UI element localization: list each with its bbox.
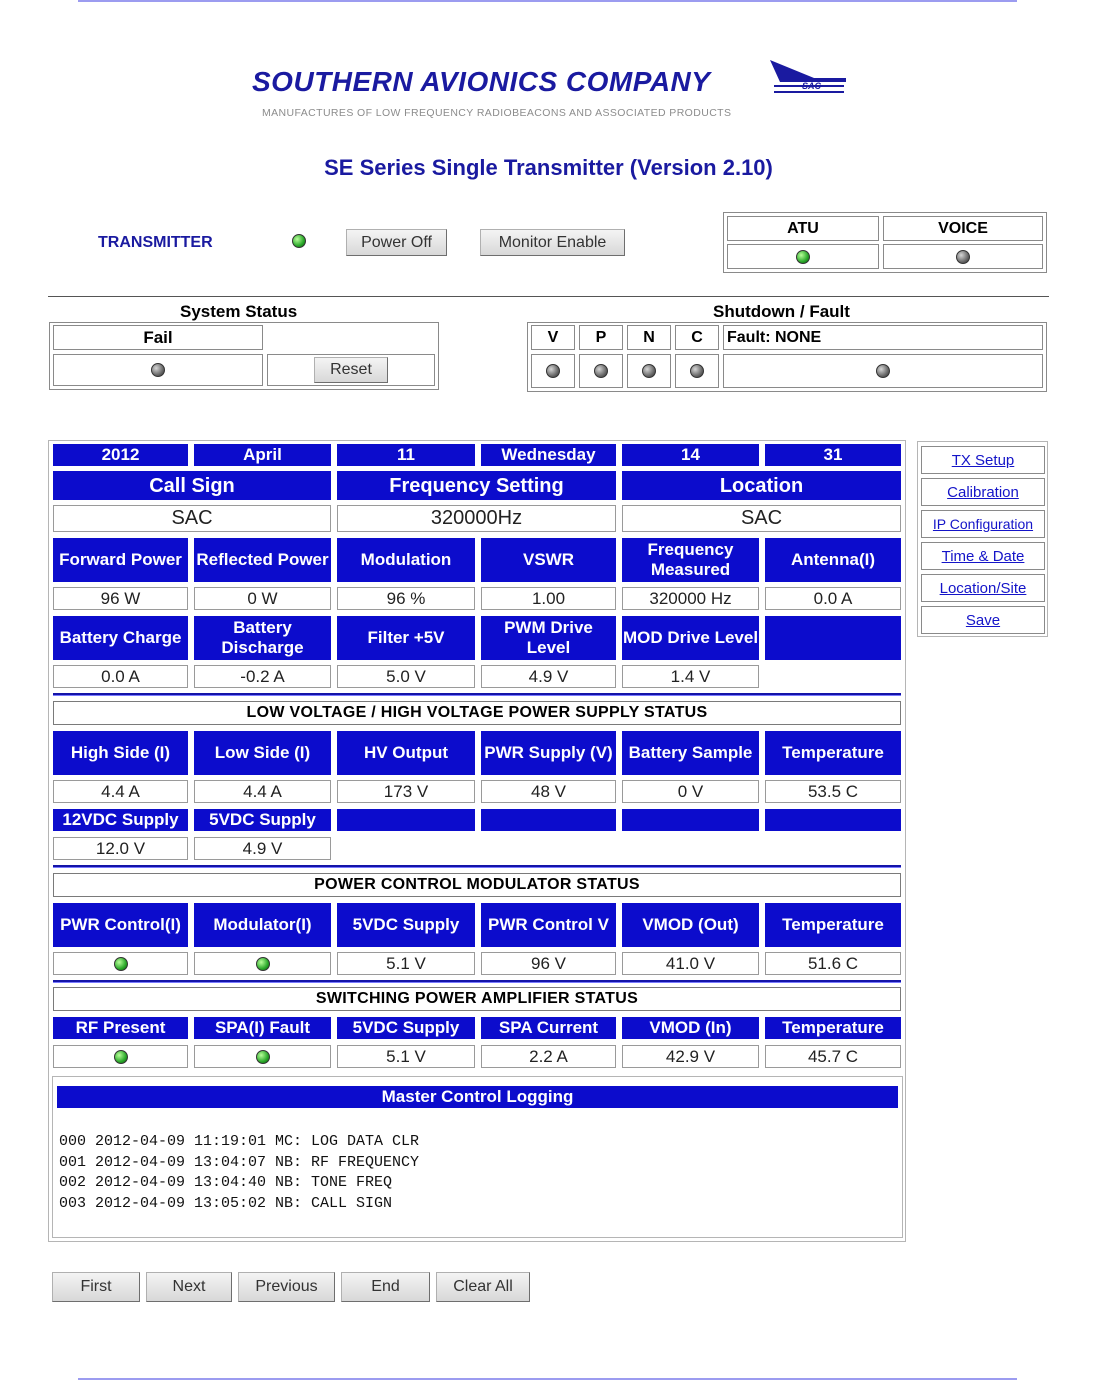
spa-5vdc-supply-value: 5.1 V	[337, 1045, 475, 1068]
rf-present-led	[114, 1050, 128, 1064]
reflected-power-header: Reflected Power	[194, 538, 331, 582]
shutdown-c-status	[675, 354, 719, 388]
low-side-current-header: Low Side (I)	[194, 731, 331, 775]
ip-configuration-link[interactable]: IP Configuration	[921, 510, 1045, 538]
vmod-out-value: 41.0 V	[622, 952, 759, 975]
atu-status	[727, 244, 879, 269]
fault-led	[876, 364, 890, 378]
spa-section-title: SWITCHING POWER AMPLIFIER STATUS	[53, 987, 901, 1011]
pcm-5vdc-supply-value: 5.1 V	[337, 952, 475, 975]
pwm-drive-level-header: PWM Drive Level	[481, 616, 616, 660]
filter-5v-value: 5.0 V	[337, 665, 475, 688]
log-line: 003 2012-04-09 13:05:02 NB: CALL SIGN	[59, 1194, 393, 1212]
atu-label: ATU	[727, 216, 879, 241]
empty-header	[337, 809, 475, 831]
log-first-button[interactable]: First	[52, 1272, 140, 1302]
date-minute: 31	[765, 444, 901, 466]
frequency-setting-header: Frequency Setting	[337, 471, 616, 500]
spa-current-header: SPA Current	[481, 1017, 616, 1039]
rf-present-header: RF Present	[53, 1017, 188, 1039]
vswr-value: 1.00	[481, 587, 616, 610]
log-line: 001 2012-04-09 13:04:07 NB: RF FREQUENCY	[59, 1153, 420, 1171]
power-off-button[interactable]: Power Off	[346, 229, 447, 256]
date-weekday: Wednesday	[481, 444, 616, 466]
pwr-supply-voltage-value: 48 V	[481, 780, 616, 803]
fail-label: Fail	[53, 325, 263, 350]
save-link[interactable]: Save	[921, 606, 1045, 634]
battery-discharge-value: -0.2 A	[194, 665, 331, 688]
high-side-current-value: 4.4 A	[53, 780, 188, 803]
frequency-measured-value: 320000 Hz	[622, 587, 759, 610]
mod-drive-level-header: MOD Drive Level	[622, 616, 759, 660]
call-sign-header: Call Sign	[53, 471, 331, 500]
location-value: SAC	[622, 505, 901, 532]
shutdown-n-label: N	[627, 325, 671, 350]
pcm-temperature-header: Temperature	[765, 903, 901, 947]
battery-charge-header: Battery Charge	[53, 616, 188, 660]
date-day: 11	[337, 444, 475, 466]
date-month: April	[194, 444, 331, 466]
section-divider	[53, 693, 901, 696]
transmitter-label: TRANSMITTER	[98, 234, 213, 251]
monitor-enable-button[interactable]: Monitor Enable	[480, 229, 625, 256]
shutdown-v-label: V	[531, 325, 575, 350]
log-next-button[interactable]: Next	[146, 1272, 232, 1302]
shutdown-p-status	[579, 354, 623, 388]
bottom-divider	[78, 1378, 1017, 1380]
page-title: SE Series Single Transmitter (Version 2.10)	[324, 155, 773, 180]
company-logo	[764, 56, 848, 96]
modulator-current-led	[256, 957, 270, 971]
pwr-control-current-header: PWR Control(I)	[53, 903, 188, 947]
spa-current-value: 2.2 A	[481, 1045, 616, 1068]
battery-sample-header: Battery Sample	[622, 731, 759, 775]
frequency-setting-value: 320000Hz	[337, 505, 616, 532]
modulation-value: 96 %	[337, 587, 475, 610]
voice-led	[956, 250, 970, 264]
high-side-current-header: High Side (I)	[53, 731, 188, 775]
log-previous-button[interactable]: Previous	[238, 1272, 335, 1302]
transmitter-status-led	[292, 234, 306, 248]
mod-drive-level-value: 1.4 V	[622, 665, 759, 688]
shutdown-c-label: C	[675, 325, 719, 350]
pcm-temperature-value: 51.6 C	[765, 952, 901, 975]
spa-temperature-header: Temperature	[765, 1017, 901, 1039]
status-divider	[48, 296, 1049, 297]
spa-current-fault-header: SPA(I) Fault	[194, 1017, 331, 1039]
empty-header	[481, 809, 616, 831]
log-line: 002 2012-04-09 13:04:40 NB: TONE FREQ	[59, 1174, 393, 1191]
reset-button[interactable]: Reset	[314, 357, 388, 383]
modulator-current-status	[194, 952, 331, 975]
call-sign-value: SAC	[53, 505, 331, 532]
frequency-measured-header: Frequency Measured	[622, 538, 759, 582]
pwr-control-current-led	[114, 957, 128, 971]
hv-output-header: HV Output	[337, 731, 475, 775]
pwr-control-voltage-header: PWR Control V	[481, 903, 616, 947]
filter-5v-header: Filter +5V	[337, 616, 475, 660]
log-line: 000 2012-04-09 11:19:01 MC: LOG DATA CLR	[59, 1133, 420, 1150]
5vdc-supply-value: 4.9 V	[194, 837, 331, 860]
pcm-5vdc-supply-header: 5VDC Supply	[337, 903, 475, 947]
top-divider	[78, 0, 1017, 2]
log-clear-all-button[interactable]: Clear All	[436, 1272, 530, 1302]
company-name: SOUTHERN AVIONICS COMPANY	[252, 66, 711, 97]
empty-header	[765, 616, 901, 660]
12vdc-supply-header: 12VDC Supply	[53, 809, 188, 831]
log-title: Master Control Logging	[57, 1086, 898, 1108]
shutdown-fault-title: Shutdown / Fault	[713, 302, 850, 321]
date-year: 2012	[53, 444, 188, 466]
section-divider	[53, 865, 901, 868]
lvhv-temperature-value: 53.5 C	[765, 780, 901, 803]
vmod-out-header: VMOD (Out)	[622, 903, 759, 947]
pwr-supply-voltage-header: PWR Supply (V)	[481, 731, 616, 775]
pcm-section-title: POWER CONTROL MODULATOR STATUS	[53, 873, 901, 897]
forward-power-value: 96 W	[53, 587, 188, 610]
modulator-current-header: Modulator(I)	[194, 903, 331, 947]
antenna-current-value: 0.0 A	[765, 587, 901, 610]
vmod-in-value: 42.9 V	[622, 1045, 759, 1068]
company-tagline: MANUFACTURES OF LOW FREQUENCY RADIOBEACONS AND ASSOCIATED PRODUCTS	[262, 107, 732, 119]
time-date-link[interactable]: Time & Date	[921, 542, 1045, 570]
date-hour: 14	[622, 444, 759, 466]
5vdc-supply-header: 5VDC Supply	[194, 809, 331, 831]
fault-status	[723, 354, 1043, 388]
rf-present-status	[53, 1045, 188, 1068]
spa-5vdc-supply-header: 5VDC Supply	[337, 1017, 475, 1039]
system-status-title: System Status	[180, 302, 298, 321]
atu-led	[796, 250, 810, 264]
shutdown-v-led	[546, 364, 560, 378]
spa-current-fault-status	[194, 1045, 331, 1068]
12vdc-supply-value: 12.0 V	[53, 837, 188, 860]
logo-text: SAC	[802, 81, 822, 91]
fail-status	[53, 354, 263, 386]
tx-setup-link[interactable]: TX Setup	[921, 446, 1045, 474]
spa-current-fault-led	[256, 1050, 270, 1064]
battery-charge-value: 0.0 A	[53, 665, 188, 688]
shutdown-p-label: P	[579, 325, 623, 350]
section-divider	[53, 980, 901, 983]
forward-power-header: Forward Power	[53, 538, 188, 582]
low-side-current-value: 4.4 A	[194, 780, 331, 803]
modulation-header: Modulation	[337, 538, 475, 582]
shutdown-v-status	[531, 354, 575, 388]
voice-label: VOICE	[883, 216, 1043, 241]
fail-led	[151, 363, 165, 377]
voice-status	[883, 244, 1043, 269]
lvhv-section-title: LOW VOLTAGE / HIGH VOLTAGE POWER SUPPLY STATUS	[53, 701, 901, 725]
log-list	[59, 1132, 419, 1214]
battery-discharge-header: Battery Discharge	[194, 616, 331, 660]
pwm-drive-level-value: 4.9 V	[481, 665, 616, 688]
pwr-control-voltage-value: 96 V	[481, 952, 616, 975]
antenna-current-header: Antenna(I)	[765, 538, 901, 582]
pwr-control-current-status	[53, 952, 188, 975]
vmod-in-header: VMOD (In)	[622, 1017, 759, 1039]
empty-header	[622, 809, 759, 831]
location-header: Location	[622, 471, 901, 500]
shutdown-p-led	[594, 364, 608, 378]
fault-text: Fault: NONE	[723, 325, 1043, 350]
shutdown-c-led	[690, 364, 704, 378]
lvhv-temperature-header: Temperature	[765, 731, 901, 775]
vswr-header: VSWR	[481, 538, 616, 582]
shutdown-n-status	[627, 354, 671, 388]
log-end-button[interactable]: End	[341, 1272, 430, 1302]
calibration-link[interactable]: Calibration	[921, 478, 1045, 506]
shutdown-n-led	[642, 364, 656, 378]
reflected-power-value: 0 W	[194, 587, 331, 610]
location-site-link[interactable]: Location/Site	[921, 574, 1045, 602]
hv-output-value: 173 V	[337, 780, 475, 803]
battery-sample-value: 0 V	[622, 780, 759, 803]
spa-temperature-value: 45.7 C	[765, 1045, 901, 1068]
empty-header	[765, 809, 901, 831]
